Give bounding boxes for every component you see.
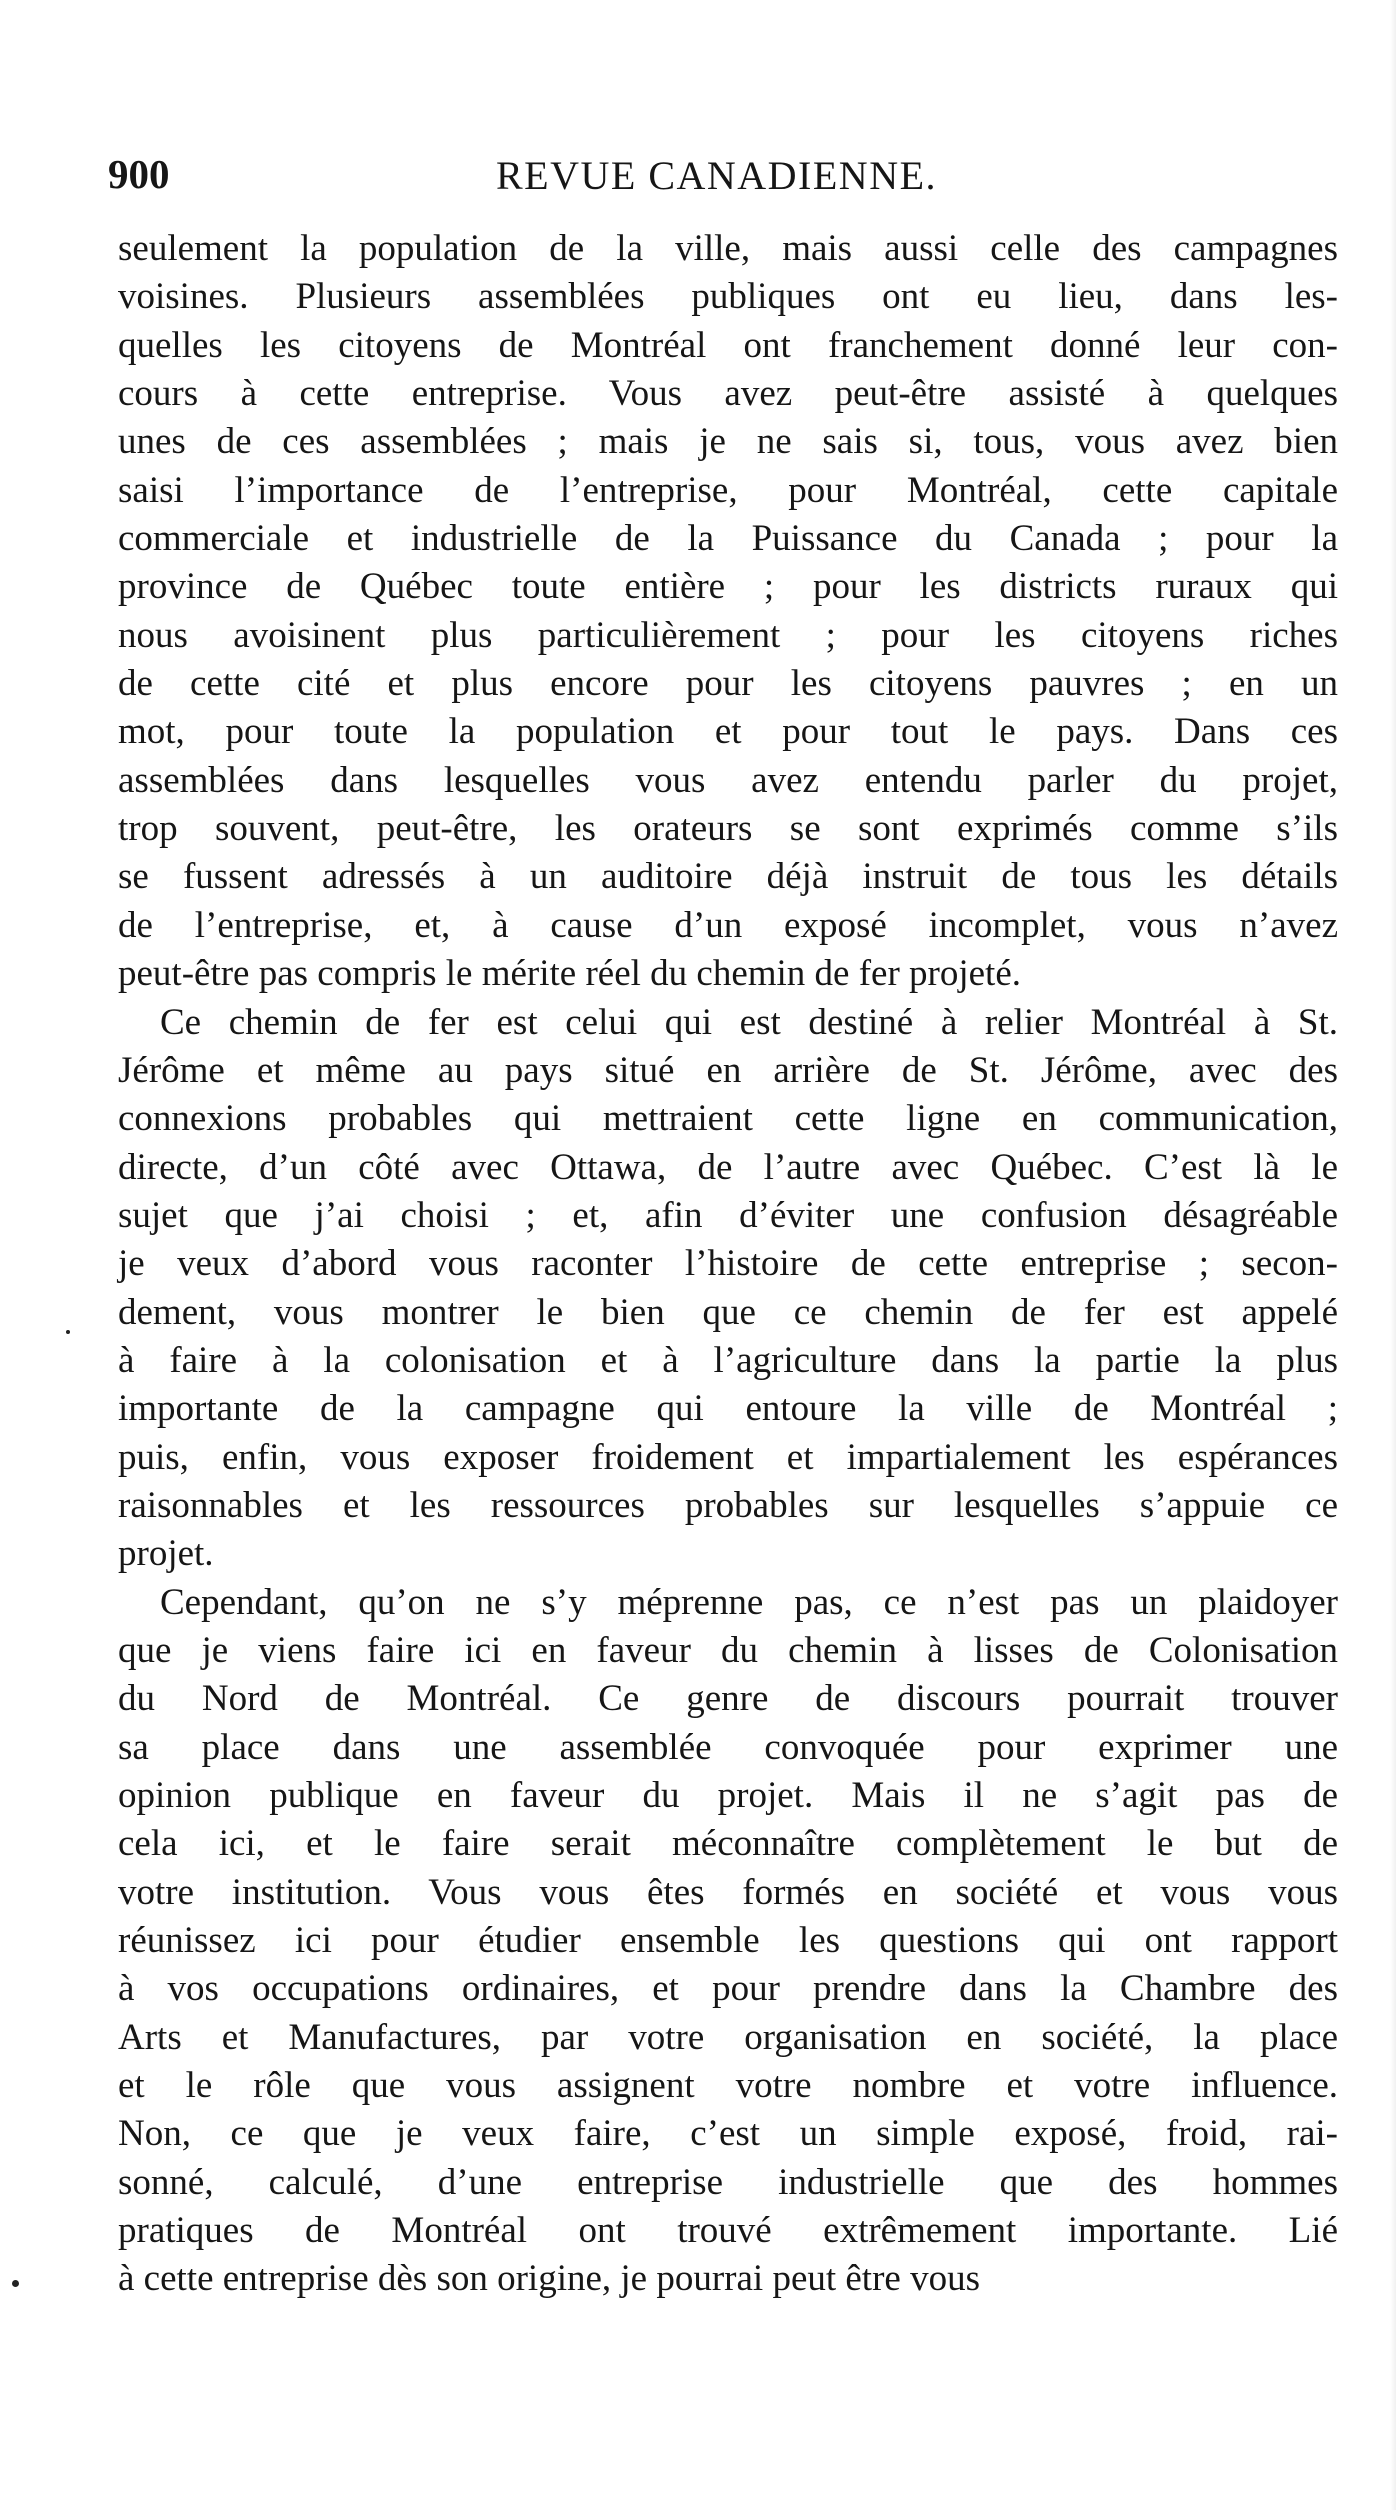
margin-speck (66, 1330, 70, 1334)
text-line: connexions probables qui mettraient cette ligne en communication, (118, 1098, 1338, 1140)
text-line: cela ici, et le faire serait méconnaître complètement le but de (118, 1823, 1338, 1865)
text-line: Cependant, qu’on ne s’y méprenne pas, ce n’est pas un plaidoyer (160, 1581, 1338, 1623)
text-line: commerciale et industrielle de la Puissance du Canada ; pour la (118, 518, 1338, 560)
page-number: 900 (108, 151, 170, 197)
text-line: puis, enfin, vous exposer froidement et impartialement les espérances (118, 1436, 1338, 1478)
text-line: Arts et Manufactures, par votre organisation en société, la place (118, 2016, 1338, 2058)
text-line: Non, ce que je veux faire, c’est un simple exposé, froid, rai- (118, 2113, 1338, 2155)
text-line: à cette entreprise dès son origine, je pourrai peut être vous (118, 2258, 980, 2300)
text-line: votre institution. Vous vous êtes formés en société et vous vous (118, 1871, 1338, 1913)
text-line: à faire à la colonisation et à l’agriculture dans la partie la plus (118, 1339, 1338, 1381)
text-line: sujet que j’ai choisi ; et, afin d’éviter une confusion désagréable (118, 1194, 1338, 1236)
text-line: pratiques de Montréal ont trouvé extrêmement importante. Lié (118, 2210, 1338, 2252)
page-header (108, 150, 978, 200)
text-line: cours à cette entreprise. Vous avez peut-être assisté à quelques (118, 373, 1338, 415)
running-title: REVUE CANADIENNE. (496, 153, 938, 198)
text-line: et le rôle que vous assignent votre nombre et votre influence. (118, 2065, 1338, 2107)
text-line: assemblées dans lesquelles vous avez entendu parler du projet, (118, 759, 1338, 801)
page-edge-shadow (1390, 0, 1396, 2510)
text-line: province de Québec toute entière ; pour les districts ruraux qui (118, 566, 1338, 608)
text-line: sonné, calculé, d’une entreprise industrielle que des hommes (118, 2161, 1338, 2203)
text-line: importante de la campagne qui entoure la ville de Montréal ; (118, 1388, 1338, 1430)
text-line: seulement la population de la ville, mais aussi celle des campagnes (118, 228, 1338, 269)
text-line: à vos occupations ordinaires, et pour prendre dans la Chambre des (118, 1968, 1338, 2010)
text-line: directe, d’un côté avec Ottawa, de l’autre avec Québec. C’est là le (118, 1146, 1338, 1188)
text-line: saisi l’importance de l’entreprise, pour Montréal, cette capitale (118, 469, 1338, 511)
text-line: je veux d’abord vous raconter l’histoire de cette entreprise ; secon- (118, 1243, 1338, 1285)
paragraph (118, 999, 1338, 1579)
text-line: Ce chemin de fer est celui qui est destiné à relier Montréal à St. (160, 1001, 1338, 1043)
text-line: trop souvent, peut-être, les orateurs se sont exprimés comme s’ils (118, 808, 1338, 850)
text-line: de cette cité et plus encore pour les citoyens pauvres ; en un (118, 663, 1338, 705)
paragraph (118, 225, 1338, 999)
text-line: unes de ces assemblées ; mais je ne sais si, tous, vous avez bien (118, 421, 1338, 463)
text-line: mot, pour toute la population et pour tout le pays. Dans ces (118, 711, 1338, 753)
paragraph (118, 1579, 1338, 2304)
text-line: projet. (118, 1533, 214, 1575)
text-line: peut-être pas compris le mérite réel du chemin de fer projeté. (118, 953, 1022, 995)
text-line: dement, vous montrer le bien que ce chemin de fer est appelé (118, 1291, 1338, 1333)
text-line: réunissez ici pour étudier ensemble les questions qui ont rapport (118, 1920, 1338, 1962)
text-line: que je viens faire ici en faveur du chemin à lisses de Colonisation (118, 1629, 1338, 1671)
text-line: Jérôme et même au pays situé en arrière de St. Jérôme, avec des (118, 1049, 1338, 1091)
margin-speck (12, 2280, 19, 2287)
text-line: du Nord de Montréal. Ce genre de discours pourrait trouver (118, 1678, 1338, 1720)
text-line: nous avoisinent plus particulièrement ; pour les citoyens riches (118, 614, 1338, 656)
text-line: voisines. Plusieurs assemblées publiques ont eu lieu, dans les- (118, 276, 1338, 318)
body-text (118, 225, 1338, 2304)
text-line: raisonnables et les ressources probables sur lesquelles s’appuie ce (118, 1484, 1338, 1526)
text-line: se fussent adressés à un auditoire déjà instruit de tous les détails (118, 856, 1338, 898)
text-line: sa place dans une assemblée convoquée pour exprimer une (118, 1726, 1338, 1768)
text-line: opinion publique en faveur du projet. Mais il ne s’agit pas de (118, 1775, 1338, 1816)
text-line: de l’entreprise, et, à cause d’un exposé incomplet, vous n’avez (118, 904, 1338, 946)
text-line: quelles les citoyens de Montréal ont franchement donné leur con- (118, 324, 1338, 366)
